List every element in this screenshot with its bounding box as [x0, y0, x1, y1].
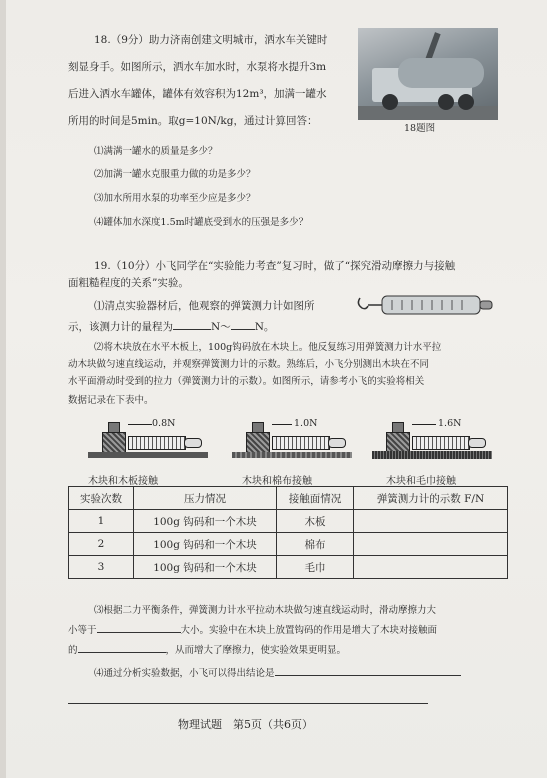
table-header: 接触面情况	[277, 487, 354, 510]
q19-p1-range: 示，该测力计的量程为 N～ N。	[68, 321, 275, 333]
q19-p3-blank-line: 的 ，从而增大了摩擦力，使实验效果更明显。	[68, 645, 347, 656]
table-cell-answer[interactable]	[354, 556, 508, 579]
q18-line: 后进入洒水车罐体，罐体有效容积为12m³，加满一罐水	[68, 88, 327, 100]
table-header: 压力情况	[134, 487, 277, 510]
q18-line: 刻显身手。如图所示，洒水车加水时，水泵将水提升3m	[68, 61, 327, 73]
table-cell-answer[interactable]	[354, 533, 508, 556]
water-truck-photo	[358, 28, 498, 120]
figure-caption-wood: 木块和木板接触	[88, 476, 158, 487]
exam-page	[6, 0, 547, 778]
experiment-figure-wood: 0.8N	[88, 418, 218, 468]
table-cell-answer[interactable]	[354, 510, 508, 533]
q18-figure-label: 18题图	[404, 123, 436, 134]
table-row	[69, 533, 508, 556]
table-row	[69, 510, 508, 533]
q18-line: 18.（9分）助力济南创建文明城市，洒水车关键时	[94, 34, 328, 46]
table-cell: 棉布	[277, 533, 354, 556]
q19-p1: ⑴清点实验器材后，他观察的弹簧测力计如图所	[94, 300, 315, 312]
q19-p2: ⑵将木块放在水平木板上，100g钩码放在木块上。他反复练习用弹簧测力计水平拉	[94, 342, 442, 353]
table-cell: 2	[69, 533, 134, 556]
answer-line[interactable]	[68, 703, 428, 704]
table-header: 弹簧测力计的示数 F/N	[354, 487, 508, 510]
q19-p3: ⑶根据二力平衡条件，弹簧测力计水平拉动木块做匀速直线运动时，滑动摩擦力大	[94, 605, 437, 616]
experiment-figure-cotton: 1.0N	[232, 418, 362, 468]
table-cell: 毛巾	[277, 556, 354, 579]
q18-line: 所用的时间是5min。取g=10N/kg，通过计算回答：	[68, 115, 318, 127]
table-header: 实验次数	[69, 487, 134, 510]
experiment-figure-towel: 1.6N	[372, 418, 502, 468]
table-cell: 100g 钩码和一个木块	[134, 533, 277, 556]
q18-sub2: ⑵加满一罐水克服重力做的功是多少？	[94, 169, 256, 180]
data-table	[68, 486, 508, 579]
table-row	[69, 556, 508, 579]
q18-sub1: ⑴满满一罐水的质量是多少？	[94, 146, 218, 157]
table-cell: 100g 钩码和一个木块	[134, 510, 277, 533]
spring-scale-icon	[356, 292, 496, 318]
q19-line: 19.（10分）小飞同学在“实验能力考查”复习时，做了“探究滑动摩擦力与接触	[94, 260, 456, 272]
q19-p2: 水平面滑动时受到的拉力（弹簧测力计的示数）。如图所示，请参考小飞的实验将相关	[68, 376, 425, 387]
q19-p2: 数据记录在下表中。	[68, 395, 154, 406]
table-cell: 3	[69, 556, 134, 579]
q19-p4: ⑷通过分析实验数据，小飞可以得出结论是	[94, 667, 461, 681]
table-header-row	[69, 487, 508, 510]
table-cell: 木板	[277, 510, 354, 533]
page-footer: 物理试题 第5页（共6页）	[178, 718, 313, 731]
q19-p2: 动木块做匀速直线运动，并观察弹簧测力计的示数。熟练后，小飞分别测出木块在不同	[68, 359, 430, 370]
q19-line: 面粗糙程度的关系”实验。	[68, 277, 189, 289]
q19-p3-blank-line: 小等于 大小。实验中在木块上放置钩码的作用是增大了木块对接触面	[68, 625, 438, 636]
figure-caption-towel: 木块和毛巾接触	[386, 476, 456, 487]
table-cell: 100g 钩码和一个木块	[134, 556, 277, 579]
table-cell: 1	[69, 510, 134, 533]
figure-caption-cotton: 木块和棉布接触	[242, 476, 312, 487]
q18-sub4: ⑷罐体加水深度1.5m时罐底受到水的压强是多少？	[94, 217, 309, 228]
q18-sub3: ⑶加水所用水泵的功率至少应是多少？	[94, 193, 256, 204]
